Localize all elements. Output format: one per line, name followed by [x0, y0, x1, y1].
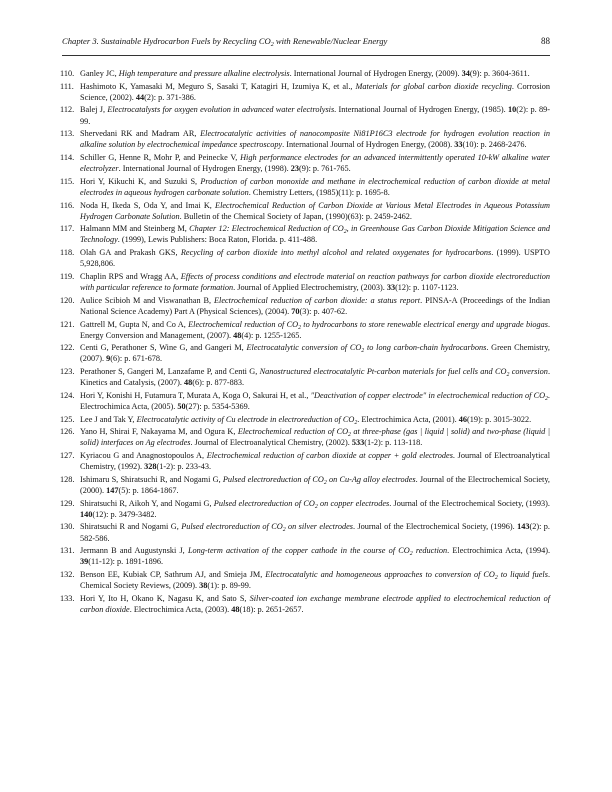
reference-text: 2	[545, 395, 548, 402]
reference-text: 10	[508, 105, 517, 115]
reference-text: Balej J,	[80, 105, 108, 115]
reference-text: Ishimaru S, Shiratsuchi R, and Nogami G,	[80, 474, 223, 484]
reference-text: Electrochemical reduction of carbon dioxide at copper + gold electrodes	[206, 451, 453, 461]
reference-text: . International Journal of Hydrogen Energy, (2009).	[289, 69, 462, 78]
reference-text: (27): p. 5354-5369.	[185, 401, 250, 411]
reference-item	[60, 521, 550, 543]
reference-number: 123.	[60, 367, 75, 377]
reference-text: Electrochemical reduction of carbon dioxide: a status report	[214, 295, 421, 305]
reference-text: 33	[386, 283, 396, 293]
reference-number: 120.	[60, 295, 75, 305]
reference-text: Hashimoto K, Yamasaki M, Meguro S, Sasaki T, Katagiri H, Izumiya K, et al.,	[80, 81, 356, 91]
reference-text: 2	[348, 432, 351, 439]
reference-text: (9): p. 761-765.	[298, 164, 351, 174]
reference-item	[60, 414, 550, 426]
reference-text: 46	[458, 414, 467, 424]
reference-number: 111.	[60, 81, 74, 91]
header-divider	[62, 55, 550, 56]
reference-text: on copper electrodes	[317, 498, 390, 508]
reference-text: (6): p. 671-678.	[110, 354, 163, 364]
reference-text: 147	[106, 485, 119, 495]
reference-number: 114.	[60, 153, 75, 163]
reference-text: Electrocatalysts for oxygen evolution in advanced water electrolysis	[107, 105, 335, 115]
reference-number: 117.	[60, 224, 75, 234]
reference-text: (12): p. 1107-1123.	[395, 283, 459, 293]
reference-text: Aulice Scibioh M and Viswanathan B,	[80, 295, 215, 305]
reference-text: Electrocatalytic activity of Cu electrode in electroreduction of CO	[136, 414, 355, 424]
reference-text: 48	[231, 604, 240, 614]
reference-text: Electrocatalytic conversion of CO	[246, 343, 362, 353]
reference-text: to long carbon-chain hydrocarbons	[364, 343, 487, 353]
reference-text: "Deactivation of copper electrode" in electrochemical reduction of CO	[310, 390, 546, 400]
reference-number: 130.	[60, 522, 75, 532]
reference-text: Gattrell M, Gupta N, and Co A,	[80, 319, 189, 329]
reference-text: Recycling of carbon dioxide into methyl alcohol and related oxygenates for hydrocarbons	[180, 248, 492, 258]
reference-text: 2	[314, 503, 318, 510]
reference-text: 23	[290, 164, 299, 174]
reference-number: 133.	[60, 593, 75, 603]
reference-text: (1-2): p. 233-43.	[156, 462, 212, 472]
reference-number: 116.	[60, 200, 75, 210]
reference-item	[60, 426, 550, 448]
chapter-title: Chapter 3. Sustainable Hydrocarbon Fuels by Recycling $CO_2$ with Renewable/Nuclear Energy	[62, 36, 388, 48]
reference-text: (2): p. 89-99.	[80, 105, 550, 126]
reference-text: Kyriacou G and Anagnostopoulos A,	[80, 451, 207, 461]
reference-text: Yano H, Shirai F, Nakayama M, and Ogura K,	[80, 427, 238, 437]
reference-text: (11-12): p. 1891-1896.	[88, 557, 164, 567]
reference-item	[60, 81, 550, 103]
reference-text: at three-phase (gas | liquid | solid) and two-phase (liquid | solid) interfaces on Ag electrodes	[80, 427, 550, 448]
reference-text: to liquid fuels	[497, 570, 548, 579]
reference-text: 38	[199, 581, 208, 591]
reference-text: (1): p. 89-99.	[207, 581, 251, 591]
reference-item	[60, 569, 550, 591]
reference-item	[60, 68, 550, 79]
reference-item	[60, 223, 550, 245]
reference-text: . Electrochimica Acta, (2005).	[80, 390, 550, 411]
reference-item	[60, 545, 551, 567]
reference-text: Chapter 12: Electrochemical Reduction of CO	[189, 224, 344, 234]
reference-text: Jermann B and Augustynski J,	[80, 546, 188, 556]
reference-text: 2	[494, 575, 498, 581]
reference-text: Perathoner S, Gangeri M, Lanzafame P, and Centi G,	[80, 367, 260, 377]
reference-text: on silver electrodes	[285, 522, 353, 532]
reference-text: . (1999). USPTO 5,928,806.	[80, 248, 550, 269]
reference-text: High temperature and pressure alkaline electrolysis	[118, 69, 290, 78]
reference-item	[60, 200, 550, 222]
reference-number: 128.	[60, 474, 75, 484]
reference-text: 34	[461, 69, 470, 78]
reference-text: 2	[343, 229, 347, 236]
reference-text: Centi G, Perathoner S, Wine G, and Gangeri M,	[80, 343, 247, 353]
reference-item	[60, 366, 550, 388]
reference-text: Silver-coated ion exchange membrane electrode applied to electrochemical reduction of carbon dioxide	[80, 593, 550, 614]
reference-text: (3): p. 407-62.	[299, 306, 348, 316]
reference-text: Effects of process conditions and electrode material on reaction pathways for carbon dioxide electroreduction with particular reference to formate formation	[80, 271, 550, 293]
reference-number: 121.	[60, 319, 75, 329]
reference-text: . Electrochimica Acta, (2003).	[129, 604, 232, 614]
reference-number: 129.	[60, 498, 75, 508]
running-header	[62, 36, 550, 52]
reference-text: . Green Chemistry, (2007).	[80, 343, 550, 364]
reference-text: Long-term activation of the copper cathode in the course of CO	[187, 546, 410, 556]
reference-text: 2	[323, 479, 327, 486]
reference-text: 44	[135, 92, 145, 102]
reference-text: Shiratsuchi R, Aikoh Y, and Nogami G,	[80, 498, 214, 508]
reference-text: Lee J and Tak Y,	[80, 414, 137, 424]
reference-text: Electrochemical Reduction of Carbon Dioxide at Various Metal Electrodes in Aqueous Potassium Hydrogen Carbonate Solution	[80, 200, 550, 221]
reference-text: conversion	[509, 367, 548, 377]
reference-text: Materials for global carbon dioxide recycling	[355, 81, 512, 91]
reference-text: . Chemistry Letters, (1985)(11): p. 1695-8.	[248, 187, 390, 197]
reference-text: 2	[409, 551, 413, 558]
reference-text: Ganley JC,	[80, 69, 119, 78]
reference-text: . Journal of the Electrochemical Society, (1996).	[353, 522, 518, 532]
reference-text: . Bulletin of the Chemical Society of Japan, (1990)(63): p. 2459-2462.	[179, 211, 412, 221]
reference-item	[60, 593, 550, 615]
reference-text: (2): p. 371-386.	[144, 92, 196, 102]
reference-item	[60, 474, 550, 496]
reference-text: . Journal of Electroanalytical Chemistry, (2002).	[190, 438, 352, 448]
reference-number: 119.	[60, 271, 75, 281]
reference-text: 9	[106, 354, 111, 364]
reference-text: (19): p. 3015-3022.	[466, 414, 532, 424]
reference-item	[60, 176, 550, 198]
reference-text: 2	[506, 372, 510, 379]
reference-number: 122.	[60, 343, 75, 353]
reference-text: 328	[144, 462, 157, 472]
reference-text: . (1999), Lewis Publishers: Boca Raton, Florida. p. 411-488.	[117, 235, 318, 245]
reference-text: (9): p. 3604-3611.	[469, 69, 530, 78]
reference-text: (4): p. 1255-1265.	[241, 330, 302, 340]
reference-text: to hydrocarbons to store renewable electrical energy and upgrade biogas	[300, 319, 548, 329]
reference-item	[60, 152, 550, 174]
reference-text: . International Journal of Hydrogen Energy, (1985).	[334, 105, 509, 115]
reference-text: 39	[80, 557, 89, 567]
reference-text: Pulsed electroreduction of CO	[213, 498, 315, 508]
reference-number: 115.	[60, 176, 75, 186]
reference-text: 2	[354, 419, 358, 426]
reference-text: 2	[298, 324, 301, 331]
reference-number: 126.	[60, 427, 75, 437]
reference-text: Electrocatalytic and homogeneous approaches to conversion of CO	[265, 570, 495, 579]
reference-number: 110.	[60, 69, 75, 78]
reference-number: 131.	[60, 546, 75, 556]
reference-text: Greenhouse Gas Carbon Dioxide Mitigation Science and Technology	[80, 224, 550, 245]
reference-text: (6): p. 877-883.	[192, 378, 245, 388]
reference-number: 118.	[60, 248, 75, 258]
reference-text: . Journal of the Electrochemical Society, (1993).	[389, 498, 550, 508]
reference-text: Olah GA and Prakash GKS,	[80, 248, 181, 258]
reference-text: (12): p. 3479-3482.	[92, 509, 157, 519]
reference-text: Noda H, Ikeda S, Oda Y, and Imai K,	[80, 200, 216, 210]
reference-list	[60, 68, 551, 617]
reference-text: Chaplin RPS and Wragg AA,	[80, 271, 181, 281]
reference-text: Shiratsuchi R and Nogami G,	[80, 522, 182, 532]
reference-text: 50	[177, 401, 186, 411]
reference-text: on Cu-Ag alloy electrodes	[326, 474, 416, 484]
page-number: 88	[541, 36, 550, 46]
reference-text: . Journal of Electroanalytical Chemistry, (1992).	[80, 451, 550, 472]
reference-number: 113.	[60, 129, 75, 139]
reference-number: 132.	[60, 570, 75, 579]
reference-text: . International Journal of Hydrogen Energy, (1998).	[118, 164, 291, 174]
reference-text: . Kinetics and Catalysis, (2007).	[80, 367, 550, 388]
reference-item	[60, 390, 550, 412]
reference-text: 33	[454, 140, 463, 150]
reference-text: , in	[346, 224, 360, 234]
reference-text: 2	[282, 527, 286, 534]
reference-text: 140	[80, 509, 93, 519]
reference-text: 533	[351, 438, 365, 448]
reference-item	[60, 319, 551, 341]
reference-item	[60, 271, 550, 293]
reference-text: High performance electrodes for an advanced intermittently operated 10-kW alkaline water electrolyzer	[80, 153, 550, 174]
reference-text: . Energy Conversion and Management, (2007).	[80, 319, 551, 340]
reference-item	[60, 342, 550, 364]
reference-text: Shervedani RK and Madram AR,	[80, 129, 201, 139]
reference-text: Schiller G, Henne R, Mohr P, and Peinecke V,	[80, 153, 241, 163]
reference-text: Hori Y, Konishi H, Futamura T, Murata A, Koga O, Sakurai H, et al.,	[80, 390, 311, 400]
reference-text: . Corrosion Science, (2002).	[80, 81, 550, 102]
reference-number: 125.	[60, 414, 75, 424]
reference-text: Pulsed electroreduction of CO	[222, 474, 324, 484]
reference-number: 112.	[60, 105, 75, 115]
reference-item	[60, 450, 550, 472]
reference-text: 2	[361, 348, 365, 355]
reference-item	[60, 128, 550, 150]
reference-text: . PINSA-A (Proceedings of the Indian National Science Academy) Part A (Physical Sciences), (2004).	[80, 295, 550, 316]
reference-text: Hori Y, Ito H, Okano K, Nagasu K, and Sato S,	[80, 593, 250, 603]
reference-text: Electrochemical reduction of CO	[188, 319, 299, 329]
reference-text: 143	[517, 522, 530, 532]
reference-text: 70	[291, 306, 300, 316]
reference-text: Hori Y, Kikuchi K, and Suzuki S,	[80, 176, 201, 186]
reference-text: . Journal of Applied Electrochemistry, (2003).	[233, 283, 387, 293]
reference-text: (10): p. 2468-2476.	[462, 140, 527, 150]
reference-text: . Electrochimica Acta, (1994).	[447, 546, 551, 556]
reference-item	[60, 498, 550, 520]
reference-text: . Chemical Society Reviews, (2009).	[80, 570, 550, 591]
reference-text: Nanostructured electrocatalytic Pt-carbon materials for fuel cells and CO	[259, 367, 507, 377]
reference-text: . Journal of the Electrochemical Society, (2000).	[80, 474, 550, 495]
reference-number: 127.	[60, 451, 75, 461]
reference-text: 48	[184, 378, 193, 388]
reference-item	[60, 295, 550, 317]
reference-text: (18): p. 2651-2657.	[239, 604, 304, 614]
reference-text: . Electrochimica Acta, (2001).	[357, 414, 459, 424]
reference-item	[60, 104, 550, 126]
reference-item	[60, 247, 550, 269]
reference-text: 48	[233, 330, 242, 340]
reference-text: (1-2): p. 113-118.	[364, 438, 423, 448]
reference-text: Benson EE, Kubiak CP, Sathrum AJ, and Smieja JM,	[80, 570, 266, 579]
reference-text: . International Journal of Hydrogen Energy, (2008).	[282, 140, 455, 150]
reference-text: (5): p. 1864-1867.	[118, 485, 179, 495]
reference-number: 124.	[60, 390, 75, 400]
reference-text: reduction	[412, 546, 448, 556]
reference-text: Pulsed electroreduction of CO	[181, 522, 283, 532]
reference-text: Electrocatalytic activities of nanocomposite Ni81P16C3 electrode for hydrogen evolution reaction in alkaline solution by electrochemical impedance spectroscopy	[80, 129, 550, 150]
reference-text: Production of carbon monoxide and methane in electrochemical reduction of carbon dioxide at metal electrodes in aqueous hydrogen carbonate solution	[80, 176, 550, 197]
reference-text: Halmann MM and Steinberg M,	[80, 224, 190, 234]
reference-text: Electrochemical reduction of CO	[237, 427, 349, 437]
reference-text: (2): p. 582-586.	[80, 522, 550, 543]
